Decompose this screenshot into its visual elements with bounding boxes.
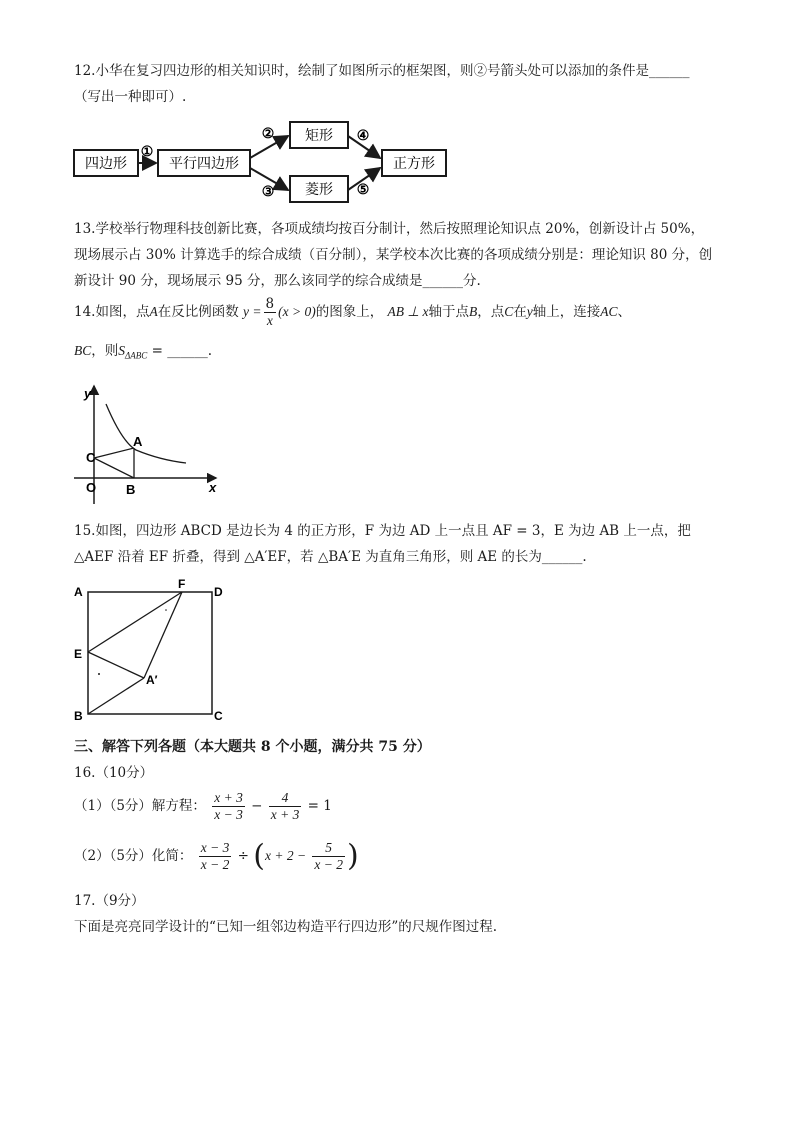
arrow-4-label: ④ <box>356 127 370 143</box>
q17-head: 17.（9分） <box>74 893 145 909</box>
label-b: B <box>126 482 136 497</box>
segment-ea-prime <box>88 652 144 678</box>
q12-line1: 12.小华在复习四边形的相关知识时，绘制了如图所示的框架图，则②号箭头处可以添加的条件是______ <box>74 63 690 79</box>
q15-line1: 15.如图，四边形 ABCD 是边长为 4 的正方形，F 为边 AD 上一点且 AF = 3，E 为边 AB 上一点，把 <box>74 523 691 539</box>
box-quadrilateral-label: 四边形 <box>85 155 127 171</box>
label-a-prime: A′ <box>146 673 158 687</box>
box-rectangle-label: 矩形 <box>305 127 333 143</box>
label-a: A <box>74 585 83 599</box>
q13-line2: 现场展示占 30% 计算选手的综合成绩（百分制），某学校本次比赛的各项成绩分别是：理论知识 80 分，创 <box>74 247 713 263</box>
q16-part1: （1）（5分）解方程： $\frac{x + 3}{x - 3}$ − $\frac{4}{x + 3}$ = 1 <box>74 790 332 822</box>
label-b: B <box>74 709 83 723</box>
label-a: A <box>133 434 143 449</box>
box-square-label: 正方形 <box>393 155 435 171</box>
dot-mark <box>165 609 167 611</box>
q13-line1: 13.学校举行物理科技创新比赛，各项成绩均按百分制计，然后按照理论知识点 20%，创新设计占 50%， <box>74 221 705 237</box>
label-o: O <box>86 480 97 495</box>
segment-a-prime-f <box>144 592 182 678</box>
segment-ef <box>88 592 182 652</box>
arrow-1-label: ① <box>140 143 154 159</box>
label-c: C <box>214 709 223 723</box>
q16-part2: （2）（5分）化简： $\frac{x - 3}{x - 2}$ ÷ (x + 2 − $\frac{5}{x - 2}$ ) <box>74 838 359 874</box>
q14-fraction: $\frac{8}{x}$ <box>265 296 275 328</box>
label-c: C <box>86 450 96 465</box>
q16-head: 16.（10分） <box>74 765 154 781</box>
label-x: x <box>209 480 217 495</box>
segment-b-a-prime <box>88 678 144 714</box>
q17-line1: 下面是亮亮同学设计的“已知一组邻边构造平行四边形”的尺规作图过程. <box>74 919 498 935</box>
segment-cb <box>94 458 134 478</box>
label-y: y <box>84 386 92 401</box>
dot-mark <box>98 673 100 675</box>
segment-ca <box>94 448 134 458</box>
arrow-3-label: ③ <box>261 183 275 199</box>
label-e: E <box>74 647 83 661</box>
q14-line2: BC，则$S_{\Delta ABC}$ = ______. <box>74 343 212 361</box>
q14-line1: 14.如图，点A在反比例函数 y = $\frac{8}{x}$ (x > 0)的图象上， AB ⊥ x轴于点B，点C在y轴上，连接AC、 <box>74 296 632 328</box>
box-parallelogram-label: 平行四边形 <box>169 155 239 171</box>
q12-line2: （写出一种即可）. <box>74 89 187 105</box>
hyperbola-curve <box>106 404 186 463</box>
q12-framework-diagram <box>70 118 450 208</box>
square-abcd <box>88 592 212 714</box>
box-rhombus-label: 菱形 <box>305 181 333 197</box>
q13-line3: 新设计 90 分，现场展示 95 分，那么该同学的综合成绩是______分. <box>74 273 481 289</box>
label-d: D <box>214 585 223 599</box>
section-3-title: 三、解答下列各题（本大题共 8 个小题，满分共 75 分） <box>74 739 431 755</box>
arrow-2-label: ② <box>261 125 275 141</box>
q15-figure <box>70 578 230 724</box>
q15-line2: △AEF 沿着 EF 折叠，得到 △A′EF，若 △BA′E 为直角三角形，则 AE 的长为______. <box>74 549 587 565</box>
arrow-5-label: ⑤ <box>356 181 370 197</box>
q14-figure <box>70 380 230 510</box>
label-f: F <box>178 578 186 591</box>
